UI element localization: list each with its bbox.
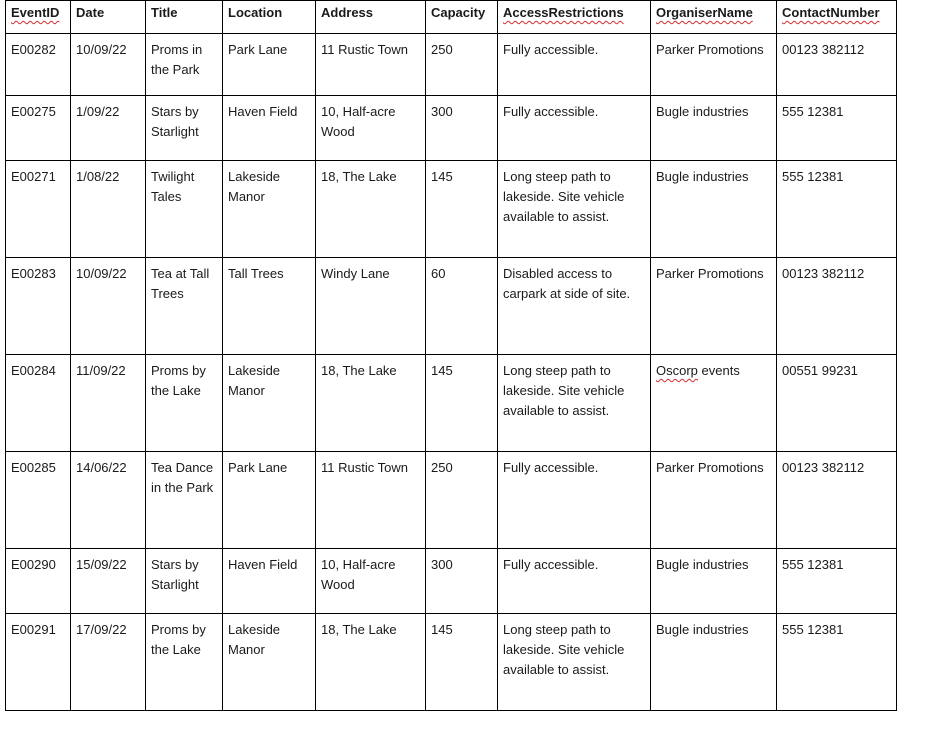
cell-text: 1/08/22 — [76, 169, 120, 184]
table-row — [6, 161, 897, 258]
cell-text: Long steep path to lakeside. Site vehicle available to assist. — [503, 622, 625, 677]
cell-text: Stars by Starlight — [151, 557, 199, 592]
table-row — [6, 355, 897, 452]
cell-text: E00290 — [11, 557, 56, 572]
cell-text: Proms in the Park — [151, 42, 203, 77]
cell-text: E00284 — [11, 363, 56, 378]
cell-access-restrictions — [498, 161, 651, 258]
cell-access-restrictions — [498, 96, 651, 161]
cell-organiser-name — [651, 34, 777, 96]
cell-text: Proms by the Lake — [151, 363, 206, 398]
spellcheck-word: Oscorp — [656, 363, 698, 378]
cell-access-restrictions — [498, 549, 651, 614]
header-organiser-name: OrganiserName — [651, 1, 777, 34]
cell-capacity — [426, 258, 498, 355]
cell-event-id — [6, 34, 71, 96]
cell-text: Twilight Tales — [151, 169, 195, 204]
header-access-restrictions: AccessRestrictions — [498, 1, 651, 34]
cell-text: Park Lane — [228, 460, 288, 475]
table-row — [6, 452, 897, 549]
cell-text: 00551 99231 — [782, 363, 858, 378]
cell-date — [71, 34, 146, 96]
table-row — [6, 258, 897, 355]
cell-text: 10, Half-acre Wood — [321, 104, 396, 139]
cell-text: Bugle industries — [656, 169, 749, 184]
cell-address — [316, 161, 426, 258]
cell-text: 250 — [431, 42, 453, 57]
cell-organiser-name — [651, 452, 777, 549]
cell-organiser-name — [651, 161, 777, 258]
cell-text: 14/06/22 — [76, 460, 127, 475]
header-address: Address — [316, 1, 426, 34]
cell-date — [71, 549, 146, 614]
cell-text: Lakeside Manor — [228, 169, 281, 204]
cell-text: E00271 — [11, 169, 56, 184]
cell-text: 18, The Lake — [321, 622, 397, 637]
cell-access-restrictions — [498, 258, 651, 355]
cell-text: Bugle industries — [656, 622, 749, 637]
cell-text: E00283 — [11, 266, 56, 281]
cell-address — [316, 452, 426, 549]
header-contact-number: ContactNumber — [777, 1, 897, 34]
cell-text: Bugle industries — [656, 557, 749, 572]
header-title: Title — [146, 1, 223, 34]
cell-text: 145 — [431, 363, 453, 378]
cell-location — [223, 258, 316, 355]
cell-text: Lakeside Manor — [228, 622, 281, 657]
cell-access-restrictions — [498, 614, 651, 711]
cell-contact-number — [777, 96, 897, 161]
cell-text: Disabled access to carpark at side of site. — [503, 266, 631, 301]
cell-contact-number — [777, 355, 897, 452]
cell-capacity — [426, 614, 498, 711]
table-body — [6, 34, 897, 711]
cell-organiser-name — [651, 549, 777, 614]
cell-location — [223, 452, 316, 549]
cell-text: Windy Lane — [321, 266, 390, 281]
cell-text: Fully accessible. — [503, 557, 599, 572]
cell-event-id — [6, 452, 71, 549]
cell-location — [223, 549, 316, 614]
header-date: Date — [71, 1, 146, 34]
cell-text: E00275 — [11, 104, 56, 119]
cell-text: Lakeside Manor — [228, 363, 281, 398]
cell-text: 18, The Lake — [321, 169, 397, 184]
cell-text: 15/09/22 — [76, 557, 127, 572]
cell-title — [146, 34, 223, 96]
cell-text: E00285 — [11, 460, 56, 475]
cell-text: Long steep path to lakeside. Site vehicle available to assist. — [503, 363, 625, 418]
cell-contact-number — [777, 258, 897, 355]
cell-text: Fully accessible. — [503, 104, 599, 119]
cell-date — [71, 452, 146, 549]
cell-access-restrictions — [498, 452, 651, 549]
cell-text: Tea at Tall Trees — [151, 266, 210, 301]
cell-text: Fully accessible. — [503, 460, 599, 475]
cell-text: 10/09/22 — [76, 42, 127, 57]
cell-address — [316, 34, 426, 96]
cell-text: 145 — [431, 622, 453, 637]
cell-title — [146, 614, 223, 711]
cell-event-id — [6, 258, 71, 355]
cell-capacity — [426, 452, 498, 549]
cell-text: E00291 — [11, 622, 56, 637]
cell-text: 00123 382112 — [782, 460, 865, 475]
cell-organiser-name — [651, 258, 777, 355]
cell-text: Parker Promotions — [656, 266, 764, 281]
cell-text: Oscorp events — [656, 363, 740, 378]
header-eventid: EventID — [6, 1, 71, 34]
cell-contact-number — [777, 34, 897, 96]
cell-text: Haven Field — [228, 557, 298, 572]
cell-organiser-name — [651, 96, 777, 161]
cell-text: Tall Trees — [228, 266, 284, 281]
cell-text: 300 — [431, 104, 453, 119]
cell-contact-number — [777, 452, 897, 549]
cell-text: 17/09/22 — [76, 622, 127, 637]
cell-title — [146, 452, 223, 549]
cell-text: 11/09/22 — [76, 363, 126, 378]
events-table — [5, 0, 897, 711]
cell-contact-number — [777, 549, 897, 614]
cell-title — [146, 96, 223, 161]
cell-capacity — [426, 549, 498, 614]
cell-title — [146, 258, 223, 355]
cell-contact-number — [777, 614, 897, 711]
cell-capacity — [426, 161, 498, 258]
cell-date — [71, 614, 146, 711]
cell-organiser-name — [651, 614, 777, 711]
cell-text: 555 12381 — [782, 104, 844, 119]
cell-organiser-name — [651, 355, 777, 452]
cell-address — [316, 355, 426, 452]
cell-event-id — [6, 614, 71, 711]
cell-date — [71, 258, 146, 355]
cell-title — [146, 549, 223, 614]
cell-text: 555 12381 — [782, 557, 844, 572]
table-row — [6, 34, 897, 96]
table-row — [6, 96, 897, 161]
cell-text: 1/09/22 — [76, 104, 120, 119]
table-row — [6, 614, 897, 711]
cell-text: 00123 382112 — [782, 42, 865, 57]
cell-access-restrictions — [498, 355, 651, 452]
cell-date — [71, 161, 146, 258]
cell-text: 11 Rustic Town — [321, 42, 408, 57]
cell-address — [316, 549, 426, 614]
cell-text: 555 12381 — [782, 169, 844, 184]
cell-event-id — [6, 96, 71, 161]
cell-event-id — [6, 549, 71, 614]
table-row — [6, 549, 897, 614]
cell-location — [223, 161, 316, 258]
cell-text: Bugle industries — [656, 104, 749, 119]
cell-capacity — [426, 34, 498, 96]
cell-date — [71, 96, 146, 161]
cell-text: Long steep path to lakeside. Site vehicle available to assist. — [503, 169, 625, 224]
cell-text: Tea Dance in the Park — [151, 460, 214, 495]
header-capacity: Capacity — [426, 1, 498, 34]
cell-text: Park Lane — [228, 42, 288, 57]
cell-address — [316, 614, 426, 711]
cell-location — [223, 614, 316, 711]
cell-text: E00282 — [11, 42, 56, 57]
cell-text: 145 — [431, 169, 453, 184]
cell-text: Parker Promotions — [656, 42, 764, 57]
cell-text: Proms by the Lake — [151, 622, 206, 657]
cell-title — [146, 355, 223, 452]
cell-text: 00123 382112 — [782, 266, 865, 281]
cell-location — [223, 34, 316, 96]
cell-date — [71, 355, 146, 452]
cell-text: Parker Promotions — [656, 460, 764, 475]
cell-title — [146, 161, 223, 258]
cell-text: 18, The Lake — [321, 363, 397, 378]
cell-access-restrictions — [498, 34, 651, 96]
cell-text: 10, Half-acre Wood — [321, 557, 396, 592]
cell-text: 250 — [431, 460, 453, 475]
cell-text: Stars by Starlight — [151, 104, 199, 139]
cell-text: 11 Rustic Town — [321, 460, 408, 475]
cell-event-id — [6, 355, 71, 452]
cell-location — [223, 96, 316, 161]
cell-event-id — [6, 161, 71, 258]
cell-address — [316, 96, 426, 161]
cell-capacity — [426, 355, 498, 452]
header-location: Location — [223, 1, 316, 34]
cell-text: Fully accessible. — [503, 42, 599, 57]
cell-text: 555 12381 — [782, 622, 844, 637]
table-header-row — [6, 1, 897, 34]
cell-text: Haven Field — [228, 104, 298, 119]
cell-capacity — [426, 96, 498, 161]
cell-text: 60 — [431, 266, 446, 281]
cell-text: 10/09/22 — [76, 266, 127, 281]
cell-location — [223, 355, 316, 452]
cell-text: 300 — [431, 557, 453, 572]
cell-contact-number — [777, 161, 897, 258]
cell-address — [316, 258, 426, 355]
